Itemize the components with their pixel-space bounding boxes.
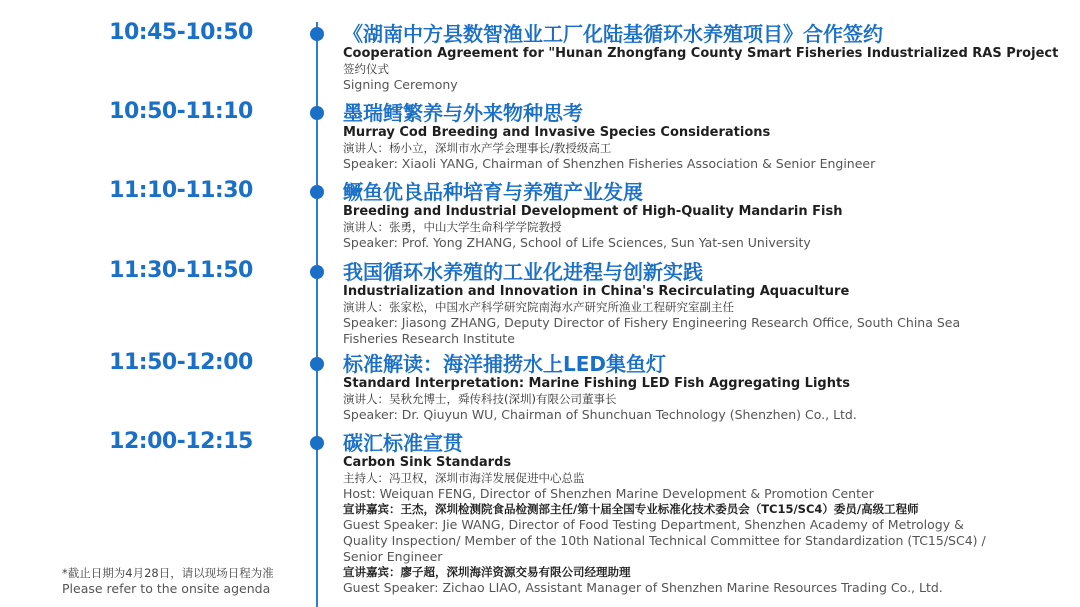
session-note-zh: 签约仪式 [343, 62, 389, 76]
session-time: 10:45-10:50 [109, 20, 253, 45]
guest-speaker-2-zh: 宣讲嘉宾：廖子超，深圳海洋资源交易有限公司经理助理 [343, 565, 631, 579]
session-time: 11:50-12:00 [109, 350, 253, 375]
speaker-zh: 演讲人：张家松，中国水产科学研究院南海水产研究所渔业工程研究室副主任 [343, 300, 734, 314]
guest-speaker-1-en: Guest Speaker: Jie WANG, Director of Food Testing Department, Shenzhen Academy of Metrology & Quality Inspection/ Member of the 10th National Technical Committee for Standardization (TC15/SC4) / Senior Engineer [343, 517, 986, 564]
session-title-en: Cooperation Agreement for "Hunan Zhongfang County Smart Fisheries Industrialized RAS Project [343, 46, 1059, 61]
timeline-dot [310, 27, 324, 41]
session-time: 11:30-11:50 [109, 258, 253, 283]
session-title-en: Breeding and Industrial Development of High-Quality Mandarin Fish [343, 204, 843, 219]
host-zh: 主持人：冯卫权，深圳市海洋发展促进中心总监 [343, 471, 585, 485]
host-en: Host: Weiquan FENG, Director of Shenzhen Marine Development & Promotion Center [343, 486, 874, 501]
footnote-zh: *截止日期为4月28日，请以现场日程为准 [62, 566, 274, 580]
guest-speaker-2-en: Guest Speaker: Zichao LIAO, Assistant Manager of Shenzhen Marine Resources Trading Co., Ltd. [343, 580, 943, 595]
speaker-zh: 演讲人：杨小立，深圳市水产学会理事长/教授级高工 [343, 141, 612, 155]
session-time: 11:10-11:30 [109, 178, 253, 203]
session-title-zh: 《湖南中方县数智渔业工厂化陆基循环水养殖项目》合作签约 [343, 22, 883, 46]
timeline-dot [310, 436, 324, 450]
footnote [62, 565, 274, 597]
session-title-en: Carbon Sink Standards [343, 455, 512, 470]
session-title-en: Standard Interpretation: Marine Fishing LED Fish Aggregating Lights [343, 376, 850, 391]
guest-speaker-1-zh: 宣讲嘉宾：王杰，深圳检测院食品检测部主任/第十届全国专业标准化技术委员会（TC15/SC4）委员/高级工程师 [343, 502, 919, 516]
session-title-zh: 碳汇标准宣贯 [343, 431, 463, 455]
timeline-dot [310, 106, 324, 120]
speaker-en: Speaker: Prof. Yong ZHANG, School of Life Sciences, Sun Yat-sen University [343, 235, 811, 250]
session-title-zh: 墨瑞鳕繁养与外来物种思考 [343, 101, 583, 125]
speaker-en: Speaker: Xiaoli YANG, Chairman of Shenzhen Fisheries Association & Senior Engineer [343, 156, 876, 171]
speaker-en: Speaker: Jiasong ZHANG, Deputy Director of Fishery Engineering Research Office, South China Sea Fisheries Research Institute [343, 315, 961, 346]
session-time: 12:00-12:15 [109, 429, 253, 454]
session-title-en: Industrialization and Innovation in China's Recirculating Aquaculture [343, 284, 850, 299]
timeline-dot [310, 185, 324, 199]
speaker-zh: 演讲人：张勇，中山大学生命科学学院教授 [343, 220, 562, 234]
timeline-dot [310, 357, 324, 371]
session-time: 10:50-11:10 [109, 99, 253, 124]
speaker-zh: 演讲人：吴秋允博士，舜传科技(深圳)有限公司董事长 [343, 392, 617, 406]
session-title-en: Murray Cod Breeding and Invasive Species Considerations [343, 125, 771, 140]
session-note-en: Signing Ceremony [343, 77, 458, 92]
session-title-zh: 标准解读：海洋捕捞水上LED集鱼灯 [343, 352, 667, 376]
timeline-dot [310, 265, 324, 279]
footnote-en: Please refer to the onsite agenda [62, 581, 271, 596]
session-title-zh: 鳜鱼优良品种培育与养殖产业发展 [343, 180, 643, 204]
session-title-zh: 我国循环水养殖的工业化进程与创新实践 [343, 260, 703, 284]
speaker-en: Speaker: Dr. Qiuyun WU, Chairman of Shunchuan Technology (Shenzhen) Co., Ltd. [343, 407, 857, 422]
